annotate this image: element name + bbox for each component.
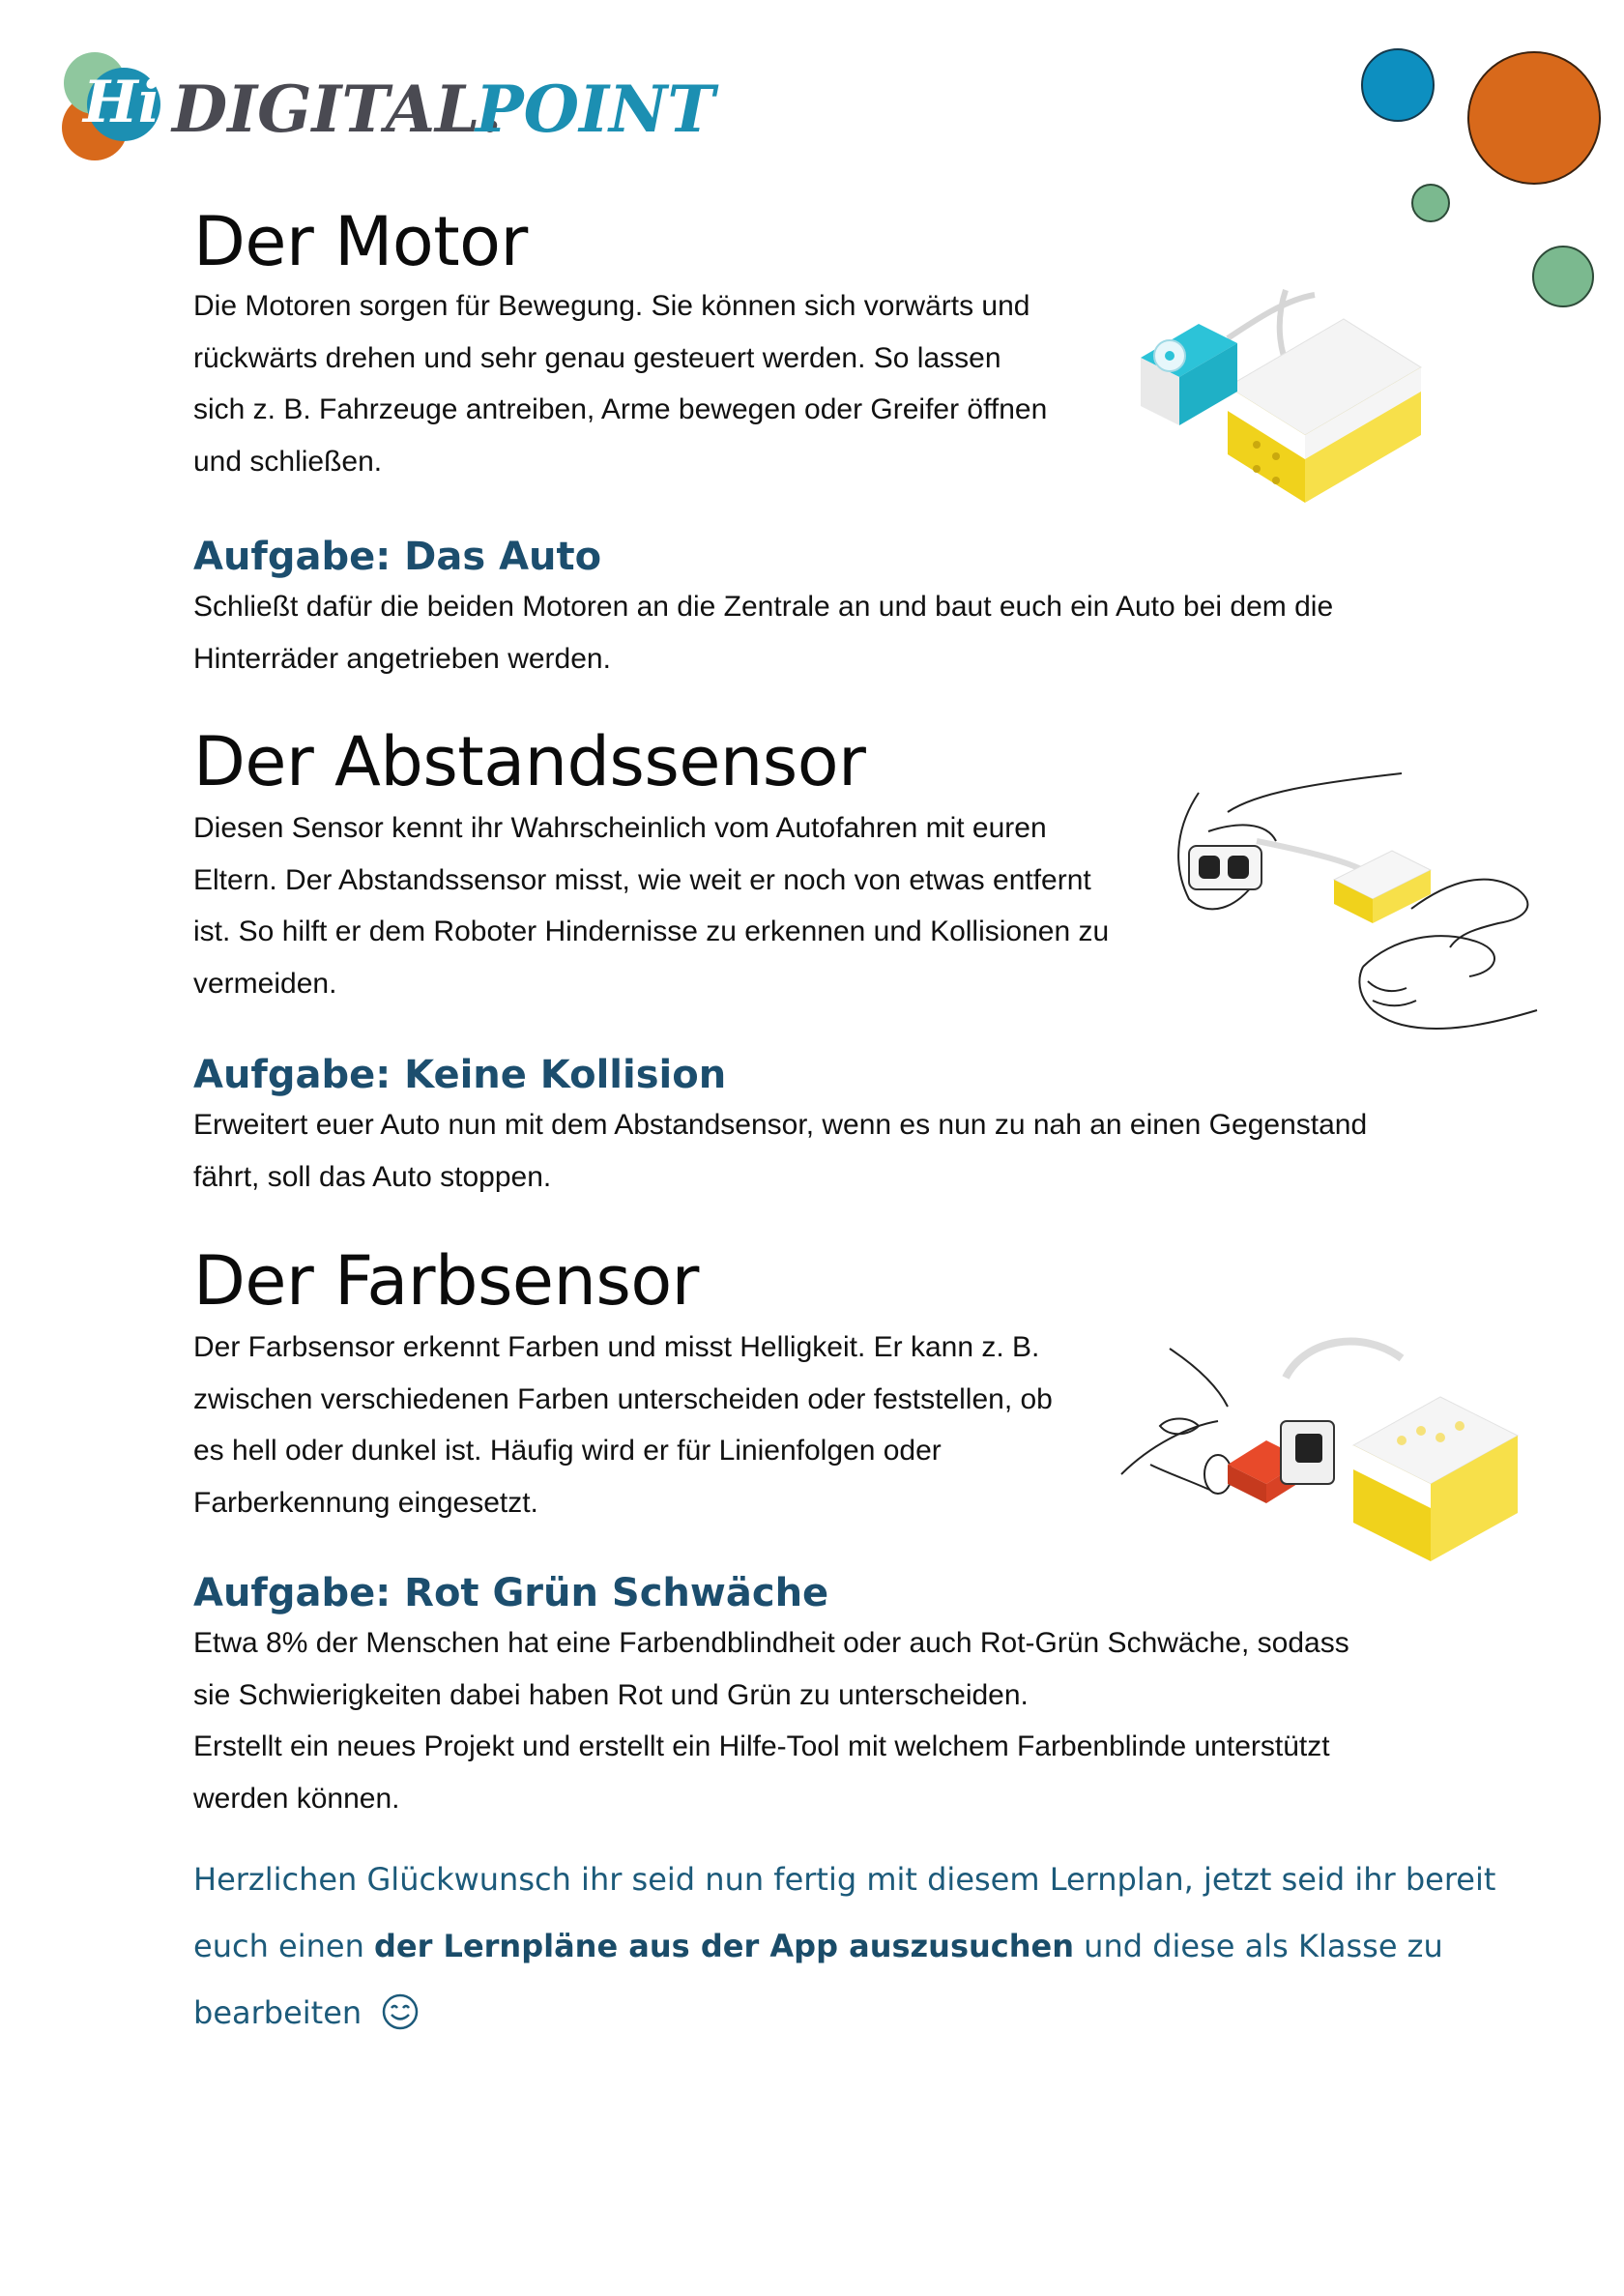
small-green-circle xyxy=(1412,185,1449,221)
task-title-rot-gruen: Aufgabe: Rot Grün Schwäche xyxy=(193,1571,829,1615)
text-line: sie Schwierigkeiten dabei haben Rot und Grün zu unterscheiden. xyxy=(193,1678,1029,1711)
task-title-auto: Aufgabe: Das Auto xyxy=(193,535,602,579)
task-rot-gruen-description xyxy=(193,1617,1349,1824)
text-line: rückwärts drehen und sehr genau gesteuert werden. So lassen xyxy=(193,341,1001,374)
closing-paragraph xyxy=(193,1846,1495,2047)
closing-text: bearbeiten xyxy=(193,1994,362,2031)
task-title-keine-kollision: Aufgabe: Keine Kollision xyxy=(193,1053,727,1097)
section-title-motor: Der Motor xyxy=(193,202,528,281)
closing-line xyxy=(193,1980,1495,2047)
distance-sensor-illustration xyxy=(1170,764,1547,1054)
smiley-icon xyxy=(381,1992,420,2031)
logo-word-digital: DIGITAL. xyxy=(172,72,503,147)
text-line: Eltern. Der Abstandssensor misst, wie weit er noch von etwas entfernt xyxy=(193,863,1091,896)
text-line: sich z. B. Fahrzeuge antreiben, Arme bewegen oder Greifer öffnen xyxy=(193,393,1048,425)
text-line: vermeiden. xyxy=(193,967,337,1000)
text-line: Der Farbsensor erkennt Farben und misst Helligkeit. Er kann z. B. xyxy=(193,1331,1040,1363)
abstandssensor-description xyxy=(193,802,1109,1009)
logo-word-point: POINT xyxy=(476,72,715,147)
farbsensor-description xyxy=(193,1322,1053,1528)
task-kollision-description xyxy=(193,1099,1367,1203)
decorative-circles xyxy=(1334,39,1624,319)
section-title-abstandssensor: Der Abstandssensor xyxy=(193,722,866,801)
closing-line: Herzlichen Glückwunsch ihr seid nun fertig mit diesem Lernplan, jetzt seid ihr bereit xyxy=(193,1861,1496,1898)
text-line: fährt, soll das Auto stoppen. xyxy=(193,1160,552,1193)
task-auto-description xyxy=(193,581,1333,684)
text-line: Erweitert euer Auto nun mit dem Abstandsensor, wenn es nun zu nah an einen Gegenstand xyxy=(193,1109,1368,1141)
text-line: Erstellt ein neues Projekt und erstellt ein Hilfe-Tool mit welchem Farbenblinde unterstützt xyxy=(193,1730,1330,1762)
closing-text: und diese als Klasse zu xyxy=(1074,1928,1443,1964)
text-line: Farberkennung eingesetzt. xyxy=(193,1486,538,1519)
closing-text: euch einen xyxy=(193,1928,375,1964)
text-line: es hell oder dunkel ist. Häufig wird er für Linienfolgen oder xyxy=(193,1435,942,1467)
text-line: werden können. xyxy=(193,1782,400,1815)
text-line: zwischen verschiedenen Farben unterscheiden oder feststellen, ob xyxy=(193,1382,1053,1415)
text-line: Hinterräder angetrieben werden. xyxy=(193,642,611,675)
orange-circle xyxy=(1468,52,1600,184)
color-sensor-illustration xyxy=(1112,1329,1537,1581)
text-line: Die Motoren sorgen für Bewegung. Sie können sich vorwärts und xyxy=(193,290,1030,322)
motor-hub-illustration xyxy=(1131,280,1440,522)
text-line: Diesen Sensor kennt ihr Wahrscheinlich vom Autofahren mit euren xyxy=(193,812,1047,844)
logo xyxy=(58,48,715,164)
logo-badge-text: Hi xyxy=(83,69,160,136)
text-line: ist. So hilft er dem Roboter Hindernisse zu erkennen und Kollisionen zu xyxy=(193,915,1110,947)
green-circle xyxy=(1533,247,1593,306)
motor-description xyxy=(193,280,1047,487)
text-line: Etwa 8% der Menschen hat eine Farbendblindheit oder auch Rot-Grün Schwäche, sodass xyxy=(193,1627,1349,1659)
text-line: und schließen. xyxy=(193,445,383,478)
closing-bold-text: der Lernpläne aus der App auszusuchen xyxy=(374,1928,1074,1964)
section-title-farbsensor: Der Farbsensor xyxy=(193,1241,699,1321)
closing-line xyxy=(193,1913,1495,1980)
teal-circle xyxy=(1362,49,1434,121)
text-line: Schließt dafür die beiden Motoren an die Zentrale an und baut euch ein Auto bei dem die xyxy=(193,591,1334,623)
